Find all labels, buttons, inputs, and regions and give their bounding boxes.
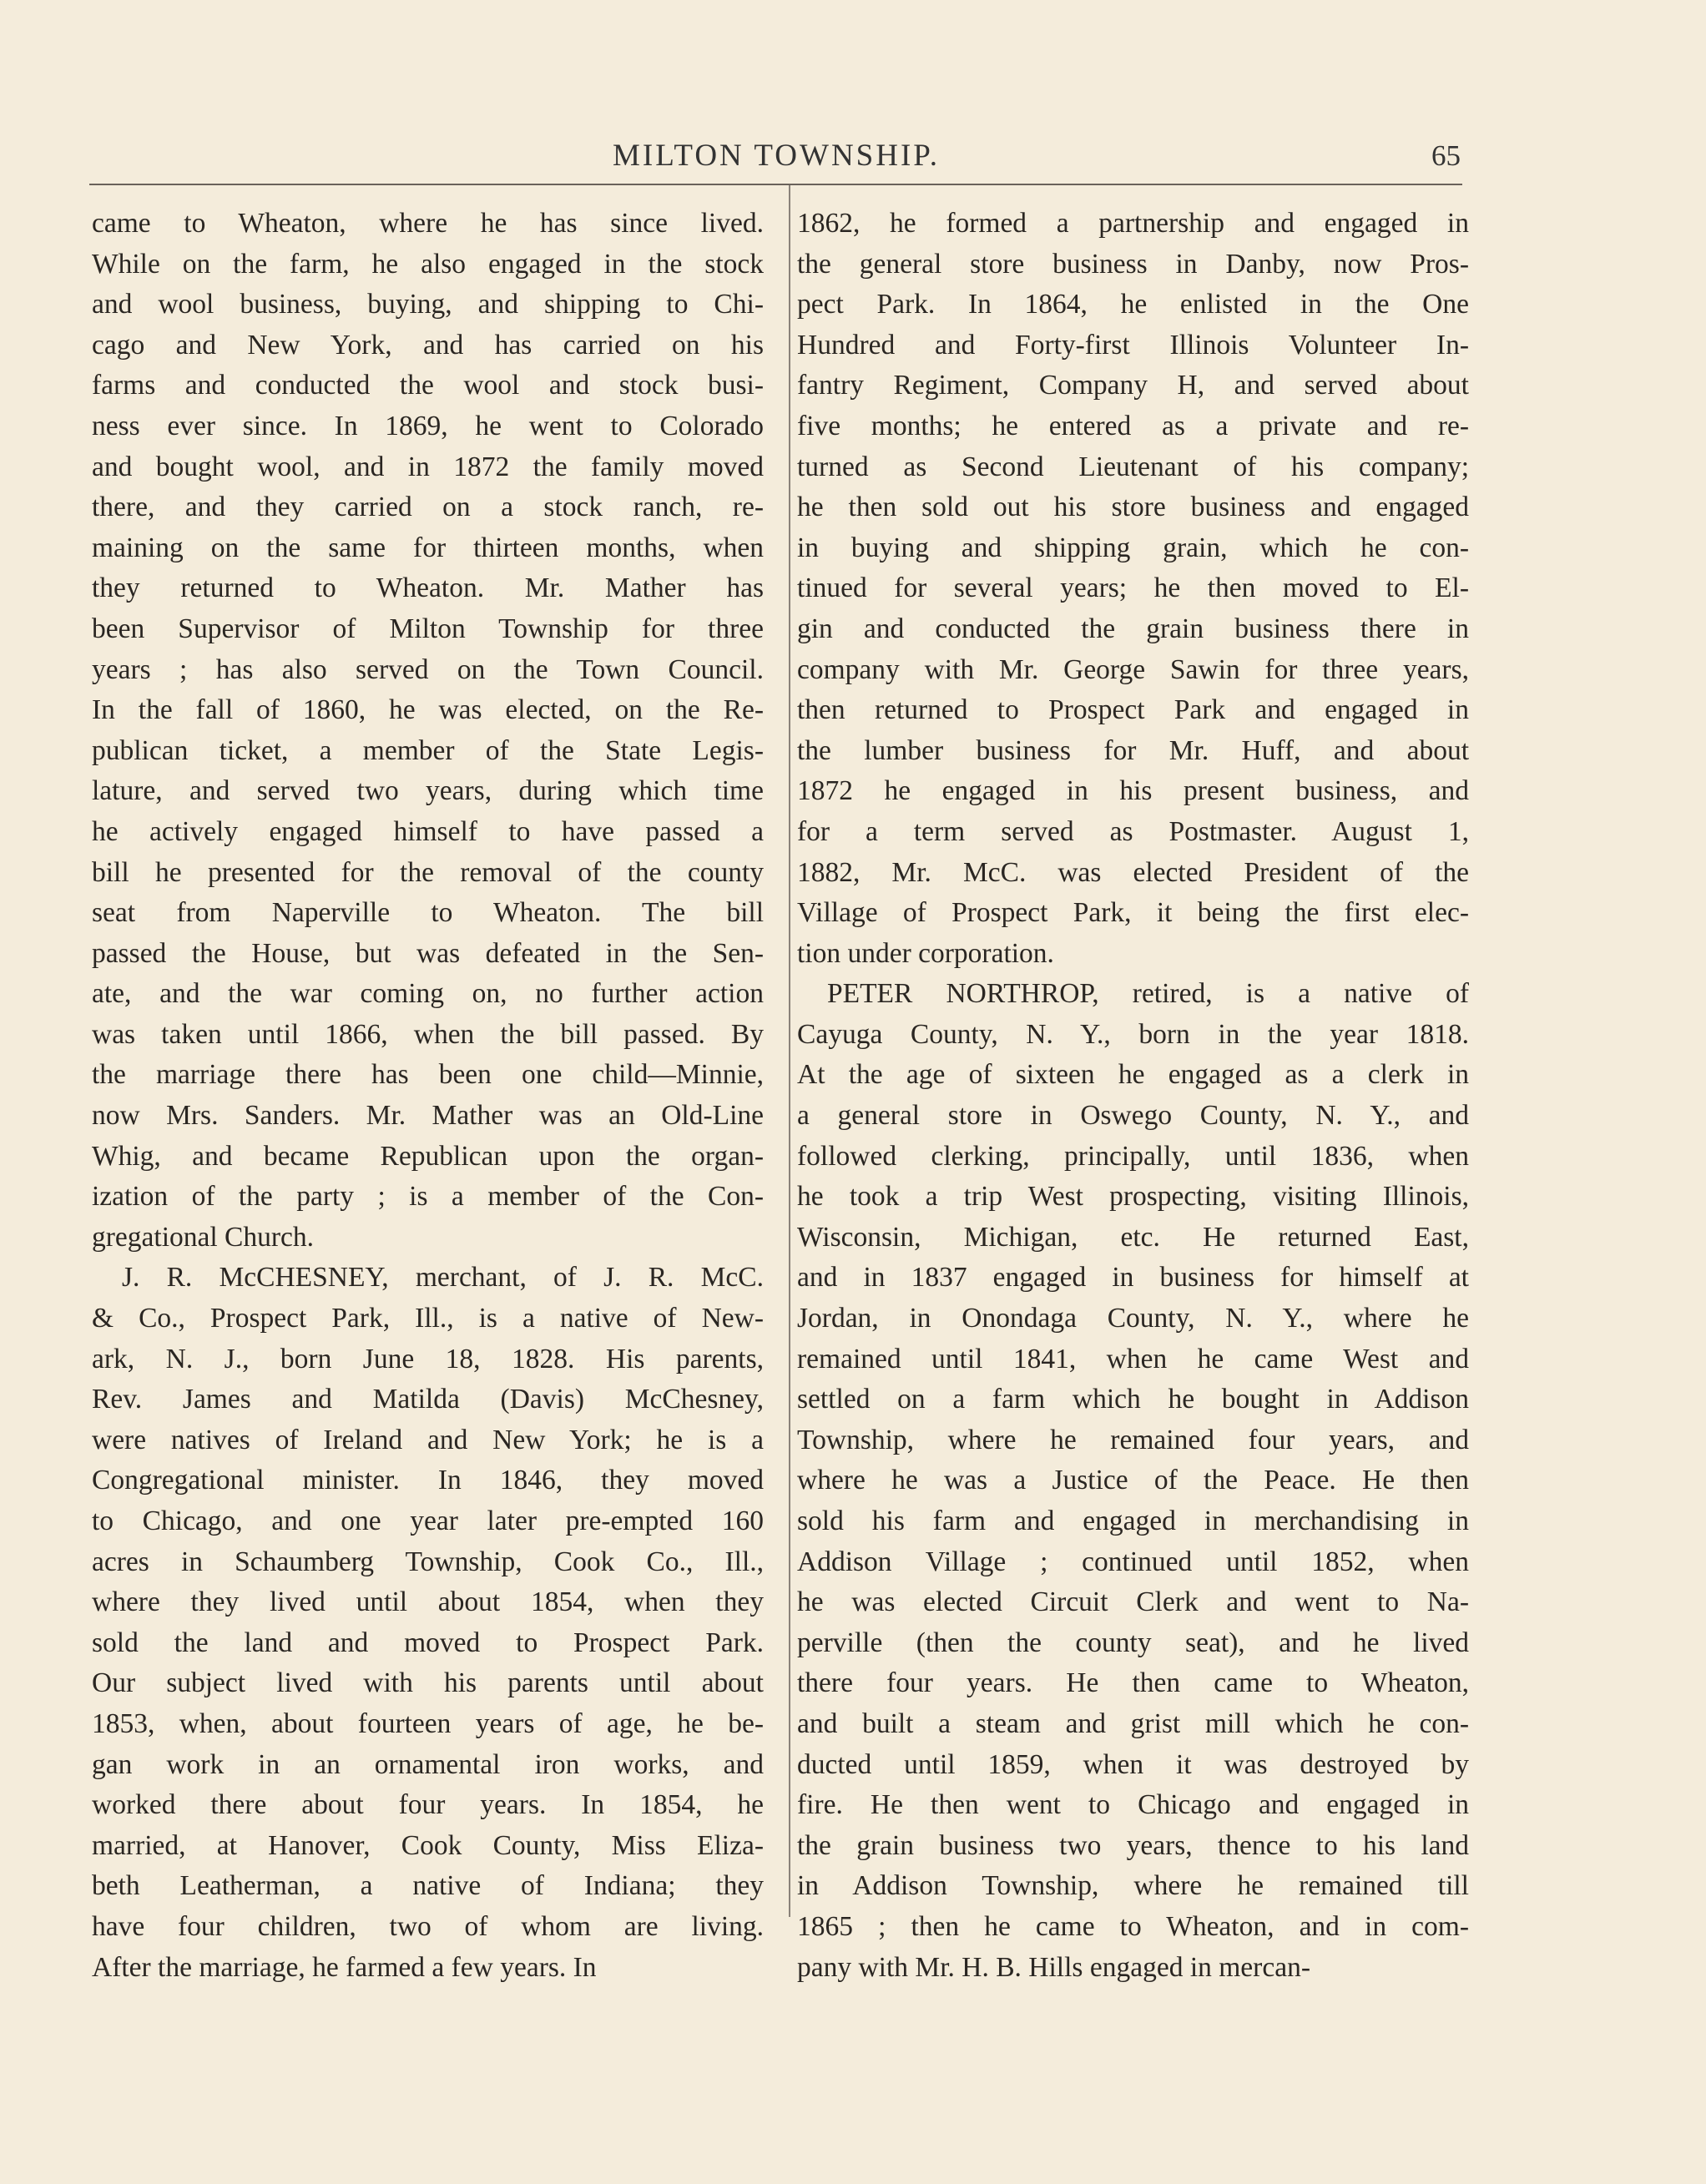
text-line: PETER NORTHROP, retired, is a native of	[827, 978, 1469, 1010]
text-line: bill he presented for the removal of the county	[92, 856, 764, 888]
running-title: MILTON TOWNSHIP.	[612, 139, 941, 173]
text-line: Congregational minister. In 1846, they moved	[92, 1465, 764, 1496]
text-line: followed clerking, principally, until 1836, when	[797, 1140, 1469, 1172]
text-line: Village of Prospect Park, it being the first elec-	[797, 897, 1469, 929]
text-line: J. R. McCHESNEY, merchant, of J. R. McC.	[122, 1262, 764, 1294]
left-column	[92, 204, 764, 1988]
text-line: to Chicago, and one year later pre-empted 160	[92, 1506, 764, 1536]
text-line: have four children, two of whom are living.	[92, 1910, 764, 1942]
text-line: he took a trip West prospecting, visiting Illinois,	[797, 1181, 1469, 1213]
text-line: where he was a Justice of the Peace. He then	[797, 1465, 1469, 1496]
text-line: then returned to Prospect Park and engaged in	[797, 694, 1469, 726]
text-line: for a term served as Postmaster. August 1,	[797, 815, 1469, 847]
text-line: Rev. James and Matilda (Davis) McChesney,	[92, 1384, 764, 1415]
page-number: 65	[1431, 139, 1461, 172]
text-line: the grain business two years, thence to his land	[797, 1829, 1469, 1861]
text-line: publican ticket, a member of the State Legis-	[92, 734, 764, 766]
text-line: there four years. He then came to Wheaton,	[797, 1667, 1469, 1699]
text-line: now Mrs. Sanders. Mr. Mather was an Old-Line	[92, 1100, 764, 1132]
text-line: While on the farm, he also engaged in the stock	[92, 248, 764, 280]
text-line: he actively engaged himself to have passed a	[92, 815, 764, 847]
text-line: cago and New York, and has carried on his	[92, 329, 764, 361]
text-line: was taken until 1866, when the bill passed. By	[92, 1018, 764, 1050]
text-line: and wool business, buying, and shipping to Chi-	[92, 289, 764, 320]
text-line: passed the House, but was defeated in the Sen-	[92, 937, 764, 969]
text-line: they returned to Wheaton. Mr. Mather has	[92, 572, 764, 604]
text-line: gin and conducted the grain business there in	[797, 613, 1469, 644]
text-line: he was elected Circuit Clerk and went to Na-	[797, 1586, 1469, 1618]
text-line: After the marriage, he farmed a few years. In	[92, 1951, 597, 1983]
text-line: and bought wool, and in 1872 the family moved	[92, 451, 764, 482]
text-line: sold the land and moved to Prospect Park.	[92, 1627, 764, 1658]
text-line: gan work in an ornamental iron works, and	[92, 1748, 764, 1780]
text-line: a general store in Oswego County, N. Y., and	[797, 1100, 1469, 1132]
text-line: & Co., Prospect Park, Ill., is a native of New-	[92, 1303, 764, 1334]
text-line: ducted until 1859, when it was destroyed by	[797, 1748, 1469, 1780]
text-line: turned as Second Lieutenant of his company;	[797, 451, 1469, 482]
text-line: came to Wheaton, where he has since lived.	[92, 208, 764, 239]
text-line: ness ever since. In 1869, he went to Colorado	[92, 410, 764, 441]
text-line: fantry Regiment, Company H, and served about	[797, 370, 1469, 401]
text-line: acres in Schaumberg Township, Cook Co., Ill.,	[92, 1546, 764, 1577]
text-line: the general store business in Danby, now Pros-	[797, 248, 1469, 280]
text-line: years ; has also served on the Town Council.	[92, 653, 764, 685]
text-line: beth Leatherman, a native of Indiana; they	[92, 1870, 764, 1902]
text-line: were natives of Ireland and New York; he is a	[92, 1424, 764, 1455]
text-line: the lumber business for Mr. Huff, and about	[797, 734, 1469, 766]
text-line: married, at Hanover, Cook County, Miss Eliza-	[92, 1829, 764, 1861]
text-line: settled on a farm which he bought in Addison	[797, 1384, 1469, 1415]
text-line: where they lived until about 1854, when they	[92, 1586, 764, 1618]
text-line: remained until 1841, when he came West and	[797, 1343, 1469, 1374]
right-column	[797, 204, 1469, 1988]
text-line: ization of the party ; is a member of the Con-	[92, 1181, 764, 1213]
text-line: Addison Village ; continued until 1852, when	[797, 1546, 1469, 1577]
text-line: 1882, Mr. McC. was elected President of the	[797, 856, 1469, 888]
text-line: In the fall of 1860, he was elected, on the Re-	[92, 694, 764, 726]
text-line: 1862, he formed a partnership and engaged in	[797, 208, 1469, 239]
text-line: Wisconsin, Michigan, etc. He returned East,	[797, 1221, 1469, 1253]
text-line: and built a steam and grist mill which he con-	[797, 1707, 1469, 1739]
text-line: pect Park. In 1864, he enlisted in the One	[797, 289, 1469, 320]
text-line: 1865 ; then he came to Wheaton, and in com-	[797, 1910, 1469, 1942]
text-line: pany with Mr. H. B. Hills engaged in mercan-	[797, 1951, 1310, 1983]
text-line: perville (then the county seat), and he lived	[797, 1627, 1469, 1658]
text-line: and in 1837 engaged in business for himself at	[797, 1262, 1469, 1294]
text-line: sold his farm and engaged in merchandising in	[797, 1506, 1469, 1536]
text-line: Township, where he remained four years, and	[797, 1424, 1469, 1455]
text-line: in Addison Township, where he remained till	[797, 1870, 1469, 1902]
text-line: gregational Church.	[92, 1221, 315, 1253]
text-line: tion under corporation.	[797, 937, 1054, 969]
text-line: been Supervisor of Milton Township for three	[92, 613, 764, 644]
text-line: in buying and shipping grain, which he con-	[797, 532, 1469, 563]
text-line: ark, N. J., born June 18, 1828. His parents,	[92, 1343, 764, 1374]
text-line: Whig, and became Republican upon the organ-	[92, 1140, 764, 1172]
text-line: 1853, when, about fourteen years of age, he be-	[92, 1707, 764, 1739]
text-line: Cayuga County, N. Y., born in the year 1818.	[797, 1018, 1469, 1050]
text-line: worked there about four years. In 1854, he	[92, 1789, 764, 1821]
text-line: 1872 he engaged in his present business, and	[797, 775, 1469, 807]
column-divider	[789, 185, 790, 1917]
text-line: lature, and served two years, during which time	[92, 775, 764, 807]
text-line: ate, and the war coming on, no further action	[92, 978, 764, 1010]
text-line: he then sold out his store business and engaged	[797, 492, 1469, 523]
header-rule	[89, 184, 1462, 185]
text-line: five months; he entered as a private and re-	[797, 410, 1469, 441]
text-line: At the age of sixteen he engaged as a clerk in	[797, 1059, 1469, 1091]
page-header	[0, 138, 1706, 188]
text-line: the marriage there has been one child—Minnie,	[92, 1059, 764, 1091]
text-line: maining on the same for thirteen months, when	[92, 532, 764, 563]
text-line: Hundred and Forty-first Illinois Volunteer In-	[797, 329, 1469, 361]
text-line: seat from Naperville to Wheaton. The bill	[92, 897, 764, 929]
text-line: company with Mr. George Sawin for three years,	[797, 653, 1469, 685]
text-line: Jordan, in Onondaga County, N. Y., where he	[797, 1303, 1469, 1334]
text-line: farms and conducted the wool and stock busi-	[92, 370, 764, 401]
text-line: there, and they carried on a stock ranch, re-	[92, 492, 764, 523]
text-line: Our subject lived with his parents until about	[92, 1667, 764, 1699]
text-line: tinued for several years; he then moved to El-	[797, 572, 1469, 604]
text-line: fire. He then went to Chicago and engaged in	[797, 1789, 1469, 1821]
